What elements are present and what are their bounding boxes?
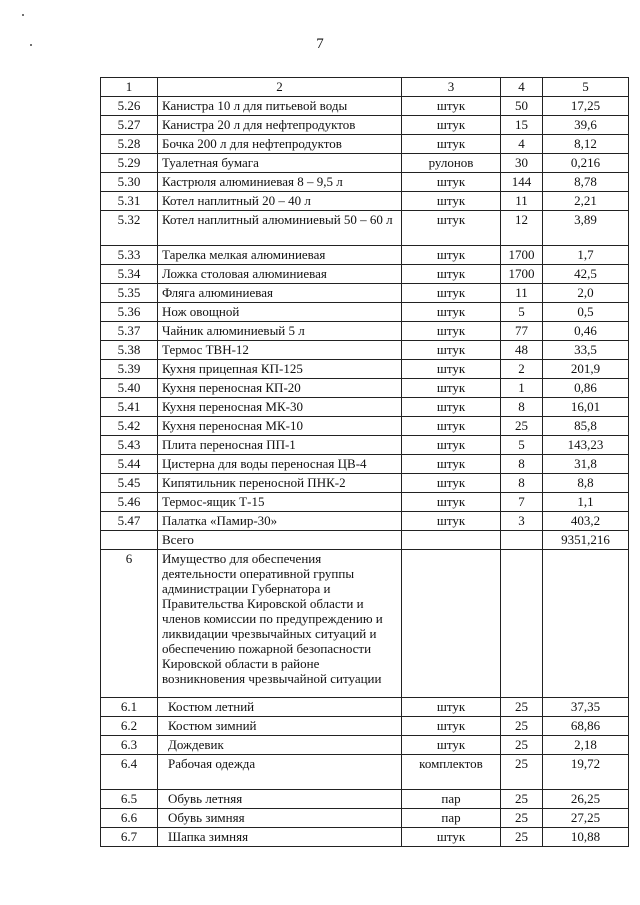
- quantity-cell: 25: [501, 790, 543, 809]
- table-body: [101, 78, 629, 847]
- table-row: [101, 303, 629, 322]
- quantity-cell: 8: [501, 398, 543, 417]
- item-name-cell: Нож овощной: [158, 303, 402, 322]
- quantity-cell: 48: [501, 341, 543, 360]
- item-name-cell: Шапка зимняя: [158, 828, 402, 847]
- amount-cell: 68,86: [543, 717, 629, 736]
- table-row: [101, 246, 629, 265]
- table-row: [101, 341, 629, 360]
- table-row: [101, 717, 629, 736]
- row-number-cell: 5.33: [101, 246, 158, 265]
- item-name-cell: Туалетная бумага: [158, 154, 402, 173]
- item-name-cell: Кипятильник переносной ПНК-2: [158, 474, 402, 493]
- item-name-cell: Плита переносная ПП-1: [158, 436, 402, 455]
- amount-cell: 3,89: [543, 211, 629, 246]
- row-number-cell: 5.42: [101, 417, 158, 436]
- unit-cell: штук: [402, 322, 501, 341]
- row-number-cell: 6.1: [101, 698, 158, 717]
- quantity-cell: 144: [501, 173, 543, 192]
- item-name-cell: Фляга алюминиевая: [158, 284, 402, 303]
- item-name-cell: Термос ТВН-12: [158, 341, 402, 360]
- amount-cell: 39,6: [543, 116, 629, 135]
- table-row: [101, 173, 629, 192]
- unit-cell: комплектов: [402, 755, 501, 790]
- row-number-cell: 5.47: [101, 512, 158, 531]
- row-number-cell: 6.4: [101, 755, 158, 790]
- amount-cell: 201,9: [543, 360, 629, 379]
- quantity-cell: 8: [501, 455, 543, 474]
- row-number-cell: 6.7: [101, 828, 158, 847]
- quantity-cell: 25: [501, 698, 543, 717]
- row-number-cell: 6.5: [101, 790, 158, 809]
- unit-cell: штук: [402, 436, 501, 455]
- unit-cell: штук: [402, 398, 501, 417]
- row-number-cell: 5.26: [101, 97, 158, 116]
- row-number-cell: 5.37: [101, 322, 158, 341]
- table-row: [101, 809, 629, 828]
- amount-cell: 8,8: [543, 474, 629, 493]
- row-number-cell: 5.36: [101, 303, 158, 322]
- row-number-cell: 5.32: [101, 211, 158, 246]
- quantity-cell: 25: [501, 717, 543, 736]
- unit-cell: штук: [402, 455, 501, 474]
- amount-cell: 0,216: [543, 154, 629, 173]
- row-number-cell: 5.39: [101, 360, 158, 379]
- unit-cell: штук: [402, 135, 501, 154]
- table-row: [101, 284, 629, 303]
- unit-cell: штук: [402, 717, 501, 736]
- quantity-cell: [501, 550, 543, 698]
- item-name-cell: Ложка столовая алюминиевая: [158, 265, 402, 284]
- table-row: [101, 379, 629, 398]
- amount-cell: [543, 550, 629, 698]
- amount-cell: 19,72: [543, 755, 629, 790]
- amount-cell: 0,46: [543, 322, 629, 341]
- item-name-cell: Обувь зимняя: [158, 809, 402, 828]
- unit-cell: штук: [402, 360, 501, 379]
- header-cell-1: 1: [101, 78, 158, 97]
- item-name-cell: Канистра 20 л для нефтепродуктов: [158, 116, 402, 135]
- amount-cell: 8,12: [543, 135, 629, 154]
- row-number-cell: 6.2: [101, 717, 158, 736]
- amount-cell: 0,5: [543, 303, 629, 322]
- header-cell-3: 3: [402, 78, 501, 97]
- header-cell-2: 2: [158, 78, 402, 97]
- amount-cell: 31,8: [543, 455, 629, 474]
- item-name-cell: Кухня переносная МК-30: [158, 398, 402, 417]
- unit-cell: штук: [402, 303, 501, 322]
- row-number-cell: 5.34: [101, 265, 158, 284]
- quantity-cell: 25: [501, 417, 543, 436]
- unit-cell: штук: [402, 97, 501, 116]
- page-number: 7: [316, 36, 324, 52]
- item-name-cell: Палатка «Памир-30»: [158, 512, 402, 531]
- item-name-cell: Обувь летняя: [158, 790, 402, 809]
- header-row: [101, 78, 629, 97]
- table-row: [101, 322, 629, 341]
- quantity-cell: 1700: [501, 246, 543, 265]
- table-row: [101, 493, 629, 512]
- quantity-cell: 5: [501, 303, 543, 322]
- quantity-cell: 1: [501, 379, 543, 398]
- unit-cell: штук: [402, 173, 501, 192]
- amount-cell: 1,7: [543, 246, 629, 265]
- unit-cell: штук: [402, 192, 501, 211]
- quantity-cell: 50: [501, 97, 543, 116]
- amount-cell: 27,25: [543, 809, 629, 828]
- row-number-cell: 5.31: [101, 192, 158, 211]
- item-name-cell: Кухня прицепная КП-125: [158, 360, 402, 379]
- table-row: [101, 135, 629, 154]
- quantity-cell: 11: [501, 284, 543, 303]
- unit-cell: штук: [402, 341, 501, 360]
- quantity-cell: 15: [501, 116, 543, 135]
- amount-cell: 403,2: [543, 512, 629, 531]
- quantity-cell: 12: [501, 211, 543, 246]
- item-name-cell: Котел наплитный 20 – 40 л: [158, 192, 402, 211]
- table-row: [101, 417, 629, 436]
- quantity-cell: [501, 531, 543, 550]
- inventory-table: [100, 77, 629, 847]
- table-row: [101, 116, 629, 135]
- table-row: [101, 550, 629, 698]
- amount-cell: 2,21: [543, 192, 629, 211]
- amount-cell: 33,5: [543, 341, 629, 360]
- unit-cell: штук: [402, 246, 501, 265]
- table-row: [101, 398, 629, 417]
- quantity-cell: 25: [501, 736, 543, 755]
- unit-cell: штук: [402, 512, 501, 531]
- table-row: [101, 265, 629, 284]
- item-name-cell: Цистерна для воды переносная ЦВ-4: [158, 455, 402, 474]
- row-number-cell: 6.6: [101, 809, 158, 828]
- unit-cell: [402, 531, 501, 550]
- row-number-cell: [101, 531, 158, 550]
- unit-cell: штук: [402, 698, 501, 717]
- amount-cell: 2,18: [543, 736, 629, 755]
- header-cell-5: 5: [543, 78, 629, 97]
- row-number-cell: 5.30: [101, 173, 158, 192]
- item-name-cell: Кухня переносная МК-10: [158, 417, 402, 436]
- table-row: [101, 790, 629, 809]
- unit-cell: штук: [402, 417, 501, 436]
- unit-cell: штук: [402, 379, 501, 398]
- quantity-cell: 8: [501, 474, 543, 493]
- unit-cell: штук: [402, 265, 501, 284]
- row-number-cell: 5.38: [101, 341, 158, 360]
- unit-cell: штук: [402, 736, 501, 755]
- table-row: [101, 97, 629, 116]
- unit-cell: штук: [402, 284, 501, 303]
- quantity-cell: 77: [501, 322, 543, 341]
- amount-cell: 8,78: [543, 173, 629, 192]
- table-row: [101, 755, 629, 790]
- table-row: [101, 192, 629, 211]
- row-number-cell: 5.44: [101, 455, 158, 474]
- item-name-cell: Термос-ящик Т-15: [158, 493, 402, 512]
- table-row: [101, 154, 629, 173]
- table-row: [101, 736, 629, 755]
- row-number-cell: 5.45: [101, 474, 158, 493]
- item-name-cell: Чайник алюминиевый 5 л: [158, 322, 402, 341]
- unit-cell: [402, 550, 501, 698]
- table-row: [101, 436, 629, 455]
- row-number-cell: 5.40: [101, 379, 158, 398]
- item-name-cell: Всего: [158, 531, 402, 550]
- row-number-cell: 5.43: [101, 436, 158, 455]
- item-name-cell: Костюм зимний: [158, 717, 402, 736]
- unit-cell: штук: [402, 828, 501, 847]
- quantity-cell: 25: [501, 809, 543, 828]
- quantity-cell: 4: [501, 135, 543, 154]
- amount-cell: 10,88: [543, 828, 629, 847]
- amount-cell: 37,35: [543, 698, 629, 717]
- unit-cell: пар: [402, 790, 501, 809]
- table-row: [101, 474, 629, 493]
- table-row: [101, 828, 629, 847]
- amount-cell: 143,23: [543, 436, 629, 455]
- unit-cell: штук: [402, 211, 501, 246]
- item-name-cell: Дождевик: [158, 736, 402, 755]
- quantity-cell: 30: [501, 154, 543, 173]
- table-row: [101, 455, 629, 474]
- item-name-cell: Канистра 10 л для питьевой воды: [158, 97, 402, 116]
- row-number-cell: 6: [101, 550, 158, 698]
- unit-cell: пар: [402, 809, 501, 828]
- quantity-cell: 5: [501, 436, 543, 455]
- item-name-cell: Рабочая одежда: [158, 755, 402, 790]
- amount-cell: 9351,216: [543, 531, 629, 550]
- row-number-cell: 6.3: [101, 736, 158, 755]
- quantity-cell: 25: [501, 828, 543, 847]
- item-name-cell: Костюм летний: [158, 698, 402, 717]
- table-row: [101, 531, 629, 550]
- quantity-cell: 25: [501, 755, 543, 790]
- scan-mark: [22, 14, 24, 16]
- item-name-cell: Имущество для обеспечения деятельности оперативной группы администрации Губернатора и Правительства Кировской области и членов комиссии по предупреждению и ликвидации чрезвычайных ситуаций и обеспечению пожарной безопасности Кировской области в районе возникновения чрезвычайной ситуации: [158, 550, 402, 698]
- item-name-cell: Тарелка мелкая алюминиевая: [158, 246, 402, 265]
- quantity-cell: 1700: [501, 265, 543, 284]
- row-number-cell: 5.29: [101, 154, 158, 173]
- amount-cell: 17,25: [543, 97, 629, 116]
- item-name-cell: Бочка 200 л для нефтепродуктов: [158, 135, 402, 154]
- row-number-cell: 5.35: [101, 284, 158, 303]
- amount-cell: 0,86: [543, 379, 629, 398]
- item-name-cell: Кастрюля алюминиевая 8 – 9,5 л: [158, 173, 402, 192]
- amount-cell: 42,5: [543, 265, 629, 284]
- table-row: [101, 698, 629, 717]
- unit-cell: рулонов: [402, 154, 501, 173]
- unit-cell: штук: [402, 474, 501, 493]
- quantity-cell: 11: [501, 192, 543, 211]
- row-number-cell: 5.46: [101, 493, 158, 512]
- row-number-cell: 5.27: [101, 116, 158, 135]
- table-row: [101, 512, 629, 531]
- unit-cell: штук: [402, 493, 501, 512]
- amount-cell: 85,8: [543, 417, 629, 436]
- amount-cell: 16,01: [543, 398, 629, 417]
- row-number-cell: 5.28: [101, 135, 158, 154]
- amount-cell: 1,1: [543, 493, 629, 512]
- quantity-cell: 2: [501, 360, 543, 379]
- amount-cell: 26,25: [543, 790, 629, 809]
- header-cell-4: 4: [501, 78, 543, 97]
- quantity-cell: 3: [501, 512, 543, 531]
- unit-cell: штук: [402, 116, 501, 135]
- item-name-cell: Котел наплитный алюминиевый 50 – 60 л: [158, 211, 402, 246]
- table-row: [101, 360, 629, 379]
- quantity-cell: 7: [501, 493, 543, 512]
- amount-cell: 2,0: [543, 284, 629, 303]
- row-number-cell: 5.41: [101, 398, 158, 417]
- item-name-cell: Кухня переносная КП-20: [158, 379, 402, 398]
- table-row: [101, 211, 629, 246]
